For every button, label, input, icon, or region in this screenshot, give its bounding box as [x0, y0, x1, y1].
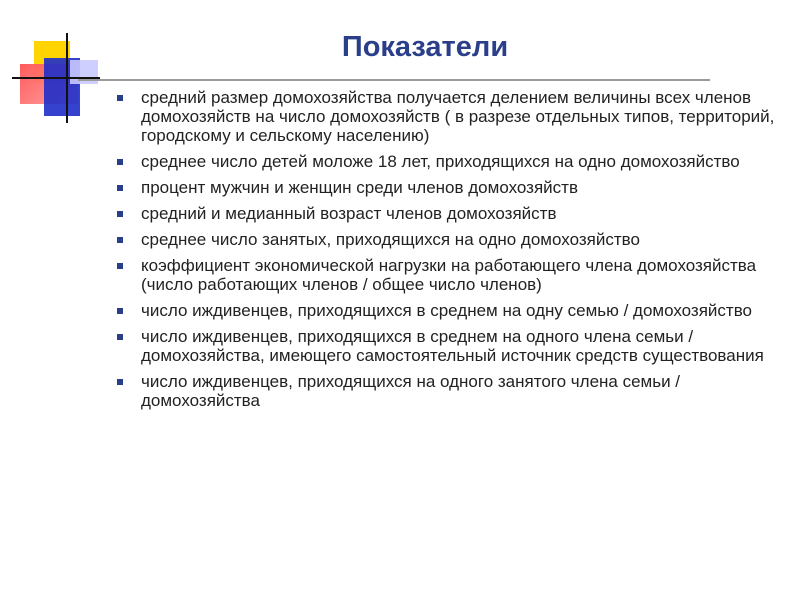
bullet-square-icon [117, 159, 123, 165]
bullet-item [117, 178, 777, 197]
bullet-square-icon [117, 211, 123, 217]
bullet-square-icon [117, 185, 123, 191]
bullet-square-icon [117, 334, 123, 340]
bullet-text: число иждивенцев, приходящихся в среднем на одного члена семьи / домохозяйства, имеющего самостоятельный источник средств существования [141, 327, 764, 365]
bullet-square-icon [117, 95, 123, 101]
bullet-item [117, 230, 777, 249]
bullet-text: коэффициент экономической нагрузки на работающего члена домохозяйства (число работающих членов / общее число членов) [141, 256, 757, 294]
bullet-text: средний размер домохозяйства получается делением величины всех членов домохозяйств на число домохозяйств ( в разрезе отдельных типов, территорий, городскому и сельскому населению) [141, 88, 775, 145]
bullet-item [117, 152, 777, 171]
bullet-text: число иждивенцев, приходящихся на одного занятого члена семьи / домохозяйства [141, 372, 681, 410]
slide-title: Показатели [341, 31, 509, 63]
bullet-item [117, 256, 777, 294]
bullet-square-icon [117, 379, 123, 385]
bullet-item [117, 88, 777, 145]
bullet-text: число иждивенцев, приходящихся в среднем на одну семью / домохозяйство [141, 301, 753, 320]
bullet-text: средний и медианный возраст членов домохозяйств [141, 204, 557, 223]
bullet-text: среднее число детей моложе 18 лет, приходящихся на одно домохозяйство [141, 152, 740, 171]
bullet-item [117, 327, 777, 365]
bullet-text: среднее число занятых, приходящихся на одно домохозяйство [141, 230, 640, 249]
title-divider [78, 79, 710, 81]
bullet-square-icon [117, 263, 123, 269]
bullet-square-icon [117, 308, 123, 314]
bullet-list [117, 88, 777, 417]
bullet-item [117, 204, 777, 223]
bullet-square-icon [117, 237, 123, 243]
bullet-text: процент мужчин и женщин среди членов домохозяйств [141, 178, 578, 197]
bullet-item [117, 301, 777, 320]
bullet-item [117, 372, 777, 410]
decorative-squares-logo [0, 0, 110, 130]
